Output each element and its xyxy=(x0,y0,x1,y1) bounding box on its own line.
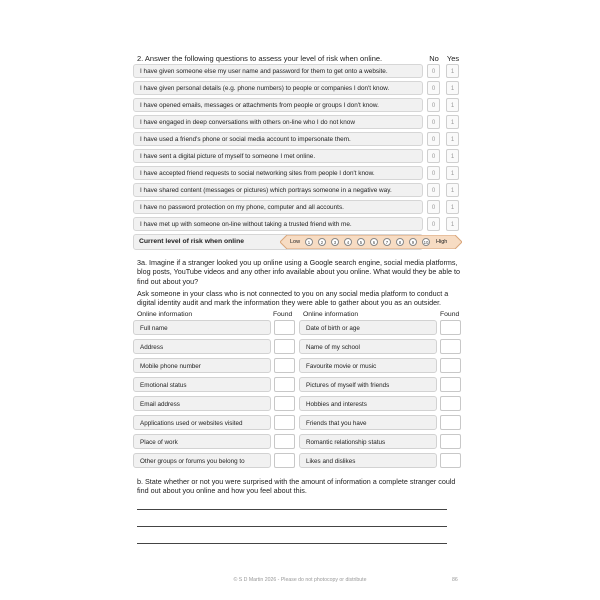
answer-yes-checkbox[interactable]: 1 xyxy=(446,64,459,78)
online-info-item: Emotional status xyxy=(133,377,271,392)
answer-no-checkbox[interactable]: 0 xyxy=(427,132,440,146)
left-col-info-header: Online information xyxy=(137,311,193,318)
online-info-item: Address xyxy=(133,339,271,354)
found-checkbox[interactable] xyxy=(274,415,295,430)
answer-yes-checkbox[interactable]: 1 xyxy=(446,166,459,180)
answer-line-3[interactable] xyxy=(137,543,447,544)
scale-number[interactable]: 9 xyxy=(409,238,417,246)
online-info-item: Date of birth or age xyxy=(299,320,437,335)
found-checkbox[interactable] xyxy=(274,377,295,392)
online-info-item: Likes and dislikes xyxy=(299,453,437,468)
section3a-para2: Ask someone in your class who is not connected to you on any social media platform to conduct a digital identity audit and mark the information they were able to gather about you as an outsider. xyxy=(137,289,449,308)
scale-number[interactable]: 5 xyxy=(357,238,365,246)
left-col-found-header: Found xyxy=(273,311,293,318)
answer-yes-checkbox[interactable]: 1 xyxy=(446,98,459,112)
risk-question-row: I have sent a digital picture of myself to someone I met online. xyxy=(133,149,423,163)
online-info-item: Other groups or forums you belong to xyxy=(133,453,271,468)
found-checkbox[interactable] xyxy=(274,358,295,373)
found-checkbox[interactable] xyxy=(274,396,295,411)
answer-no-checkbox[interactable]: 0 xyxy=(427,217,440,231)
risk-question-row: I have given personal details (e.g. phone numbers) to people or companies I don't know. xyxy=(133,81,423,95)
found-checkbox[interactable] xyxy=(440,377,461,392)
answer-no-checkbox[interactable]: 0 xyxy=(427,166,440,180)
scale-number[interactable]: 1 xyxy=(305,238,313,246)
risk-question-row: I have engaged in deep conversations with others on-line who I do not know xyxy=(133,115,423,129)
scale-number[interactable]: 4 xyxy=(344,238,352,246)
answer-yes-checkbox[interactable]: 1 xyxy=(446,115,459,129)
risk-question-row: I have met up with someone on-line without taking a trusted friend with me. xyxy=(133,217,423,231)
found-checkbox[interactable] xyxy=(440,453,461,468)
risk-question-row: I have accepted friend requests to social networking sites from people I don't know. xyxy=(133,166,423,180)
online-info-item: Place of work xyxy=(133,434,271,449)
risk-question-row: I have no password protection on my phone, computer and all accounts. xyxy=(133,200,423,214)
scale-number[interactable]: 8 xyxy=(396,238,404,246)
scale-number[interactable]: 3 xyxy=(331,238,339,246)
found-checkbox[interactable] xyxy=(440,396,461,411)
section3b-text: b. State whether or not you were surprised with the amount of information a complete stranger could find out about you online and how you feel about this. xyxy=(137,477,456,496)
found-checkbox[interactable] xyxy=(440,434,461,449)
online-info-item: Mobile phone number xyxy=(133,358,271,373)
answer-no-checkbox[interactable]: 0 xyxy=(427,115,440,129)
right-col-found-header: Found xyxy=(440,311,460,318)
col-no-header: No xyxy=(429,54,439,63)
risk-scale[interactable] xyxy=(280,235,462,249)
risk-question-row: I have given someone else my user name and password for them to get onto a website. xyxy=(133,64,423,78)
scale-number[interactable]: 2 xyxy=(318,238,326,246)
risk-label: Current level of risk when online xyxy=(139,238,244,245)
answer-yes-checkbox[interactable]: 1 xyxy=(446,217,459,231)
online-info-item: Favourite movie or music xyxy=(299,358,437,373)
right-col-info-header: Online information xyxy=(303,311,359,318)
scale-number[interactable]: 10 xyxy=(423,240,429,245)
found-checkbox[interactable] xyxy=(440,339,461,354)
found-checkbox[interactable] xyxy=(274,434,295,449)
online-info-item: Hobbies and interests xyxy=(299,396,437,411)
answer-no-checkbox[interactable]: 0 xyxy=(427,98,440,112)
scale-low-label: Low xyxy=(290,239,301,245)
col-yes-header: Yes xyxy=(446,54,460,63)
found-checkbox[interactable] xyxy=(440,415,461,430)
found-checkbox[interactable] xyxy=(274,339,295,354)
found-checkbox[interactable] xyxy=(274,453,295,468)
online-info-item: Name of my school xyxy=(299,339,437,354)
answer-yes-checkbox[interactable]: 1 xyxy=(446,200,459,214)
answer-line-2[interactable] xyxy=(137,526,447,527)
section3a-para1: 3a. Imagine if a stranger looked you up online using a Google search engine, social media platforms, blog posts, YouTube videos and any other info available about you online. What would they be able to find out about you? xyxy=(137,258,460,286)
online-info-item: Applications used or websites visited xyxy=(133,415,271,430)
found-checkbox[interactable] xyxy=(440,320,461,335)
section2-title: 2. Answer the following questions to assess your level of risk when online. xyxy=(137,54,383,63)
online-info-item: Full name xyxy=(133,320,271,335)
risk-question-row: I have used a friend's phone or social media account to impersonate them. xyxy=(133,132,423,146)
footer-copyright: © S D Martin 2026 - Please do not photocopy or distribute xyxy=(233,577,367,583)
risk-question-row: I have opened emails, messages or attachments from people or groups I don't know. xyxy=(133,98,423,112)
answer-yes-checkbox[interactable]: 1 xyxy=(446,132,459,146)
answer-no-checkbox[interactable]: 0 xyxy=(427,200,440,214)
answer-no-checkbox[interactable]: 0 xyxy=(427,183,440,197)
page-number: 86 xyxy=(452,577,458,583)
risk-question-row: I have shared content (messages or pictures) which portrays someone in a negative way. xyxy=(133,183,423,197)
found-checkbox[interactable] xyxy=(274,320,295,335)
answer-yes-checkbox[interactable]: 1 xyxy=(446,81,459,95)
online-info-item: Pictures of myself with friends xyxy=(299,377,437,392)
online-info-item: Romantic relationship status xyxy=(299,434,437,449)
answer-line-1[interactable] xyxy=(137,509,447,510)
scale-high-label: High xyxy=(436,239,448,245)
found-checkbox[interactable] xyxy=(440,358,461,373)
answer-no-checkbox[interactable]: 0 xyxy=(427,64,440,78)
answer-yes-checkbox[interactable]: 1 xyxy=(446,183,459,197)
scale-number[interactable]: 6 xyxy=(370,238,378,246)
online-info-item: Email address xyxy=(133,396,271,411)
scale-number[interactable]: 7 xyxy=(383,238,391,246)
answer-yes-checkbox[interactable]: 1 xyxy=(446,149,459,163)
answer-no-checkbox[interactable]: 0 xyxy=(427,81,440,95)
answer-no-checkbox[interactable]: 0 xyxy=(427,149,440,163)
online-info-item: Friends that you have xyxy=(299,415,437,430)
